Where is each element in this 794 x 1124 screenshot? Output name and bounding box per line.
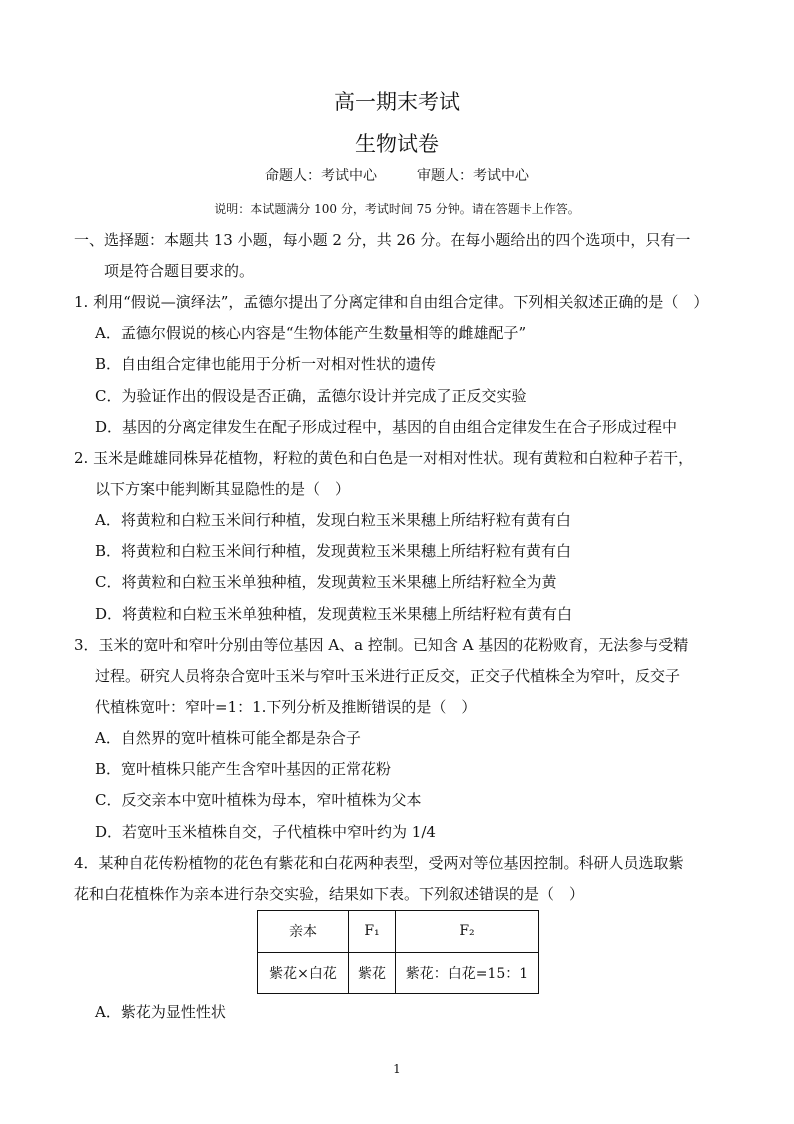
page-number: 1 xyxy=(393,1062,401,1076)
author-line xyxy=(0,165,794,185)
q3-stem-cont: 过程。研究人员将杂合宽叶玉米与窄叶玉米进行正反交，正交子代植株全为窄叶，反交子 xyxy=(95,667,681,685)
table-cell: 紫花 xyxy=(349,952,396,994)
exam-title: 高一期末考试 xyxy=(334,90,460,114)
q3-option-b: B．宽叶植株只能产生含窄叶基因的正常花粉 xyxy=(95,760,392,778)
q3-option-c: C．反交亲本中宽叶植株为母本，窄叶植株为父本 xyxy=(95,791,422,809)
q3-option-a: A．自然界的宽叶植株可能全都是杂合子 xyxy=(95,729,361,747)
table-cell: 紫花：白花=15：1 xyxy=(396,952,539,994)
q2-option-d: D．将黄粒和白粒玉米单独种植，发现黄粒玉米果穗上所结籽粒有黄有白 xyxy=(95,605,573,623)
q4-stem: 4．某种自花传粉植物的花色有紫花和白花两种表型，受两对等位基因控制。科研人员选取紫 xyxy=(74,854,684,872)
setter: 命题人：考试中心 xyxy=(265,168,377,184)
table-row xyxy=(258,952,539,994)
section-heading-cont: 项是符合题目要求的。 xyxy=(104,262,255,280)
table-header-row xyxy=(258,911,539,953)
table-header-cell: 亲本 xyxy=(258,911,349,953)
q3-stem: 3．玉米的宽叶和窄叶分别由等位基因 A、a 控制。已知含 A 基因的花粉败育，无法参与受精 xyxy=(74,636,689,654)
q2-stem-cont: 以下方案中能判断其显隐性的是（ ） xyxy=(95,480,351,498)
table-cell: 紫花×白花 xyxy=(258,952,349,994)
cross-result-table xyxy=(257,910,539,994)
table-header-cell: F₁ xyxy=(349,911,396,953)
exam-notice: 说明：本试题满分 100 分，考试时间 75 分钟。请在答题卡上作答。 xyxy=(214,202,580,216)
q1-option-c: C．为验证作出的假设是否正确，孟德尔设计并完成了正反交实验 xyxy=(95,387,527,405)
exam-subject: 生物试卷 xyxy=(355,132,439,156)
q2-option-c: C．将黄粒和白粒玉米单独种植，发现黄粒玉米果穗上所结籽粒全为黄 xyxy=(95,573,557,591)
q2-stem: 2. 玉米是雌雄同株异花植物，籽粒的黄色和白色是一对相对性状。现有黄粒和白粒种子若干， xyxy=(74,449,694,467)
reviewer: 审题人：考试中心 xyxy=(417,168,529,184)
q1-option-b: B．自由组合定律也能用于分析一对相对性状的遗传 xyxy=(95,355,437,373)
q3-stem-cont2: 代植株宽叶：窄叶=1：1.下列分析及推断错误的是（ ） xyxy=(95,698,477,716)
q2-option-a: A．将黄粒和白粒玉米间行种植，发现白粒玉米果穗上所结籽粒有黄有白 xyxy=(95,511,571,529)
q2-option-b: B．将黄粒和白粒玉米间行种植，发现黄粒玉米果穗上所结籽粒有黄有白 xyxy=(95,542,572,560)
q4-option-a: A．紫花为显性性状 xyxy=(95,1003,226,1021)
q1-option-d: D．基因的分离定律发生在配子形成过程中，基因的自由组合定律发生在合子形成过程中 xyxy=(95,418,678,436)
q4-stem-cont: 花和白花植株作为亲本进行杂交实验，结果如下表。下列叙述错误的是（ ） xyxy=(74,885,585,903)
q3-option-d: D．若宽叶玉米植株自交，子代植株中窄叶约为 1/4 xyxy=(95,823,436,841)
q1-option-a: A．孟德尔假说的核心内容是“生物体能产生数量相等的雌雄配子” xyxy=(95,324,527,342)
table-header-cell: F₂ xyxy=(396,911,539,953)
section-heading: 一、选择题：本题共 13 小题，每小题 2 分，共 26 分。在每小题给出的四个选项中，只有一 xyxy=(74,231,691,249)
q1-stem: 1. 利用“假说—演绎法”，孟德尔提出了分离定律和自由组合定律。下列相关叙述正确的是（ ） xyxy=(74,293,709,311)
